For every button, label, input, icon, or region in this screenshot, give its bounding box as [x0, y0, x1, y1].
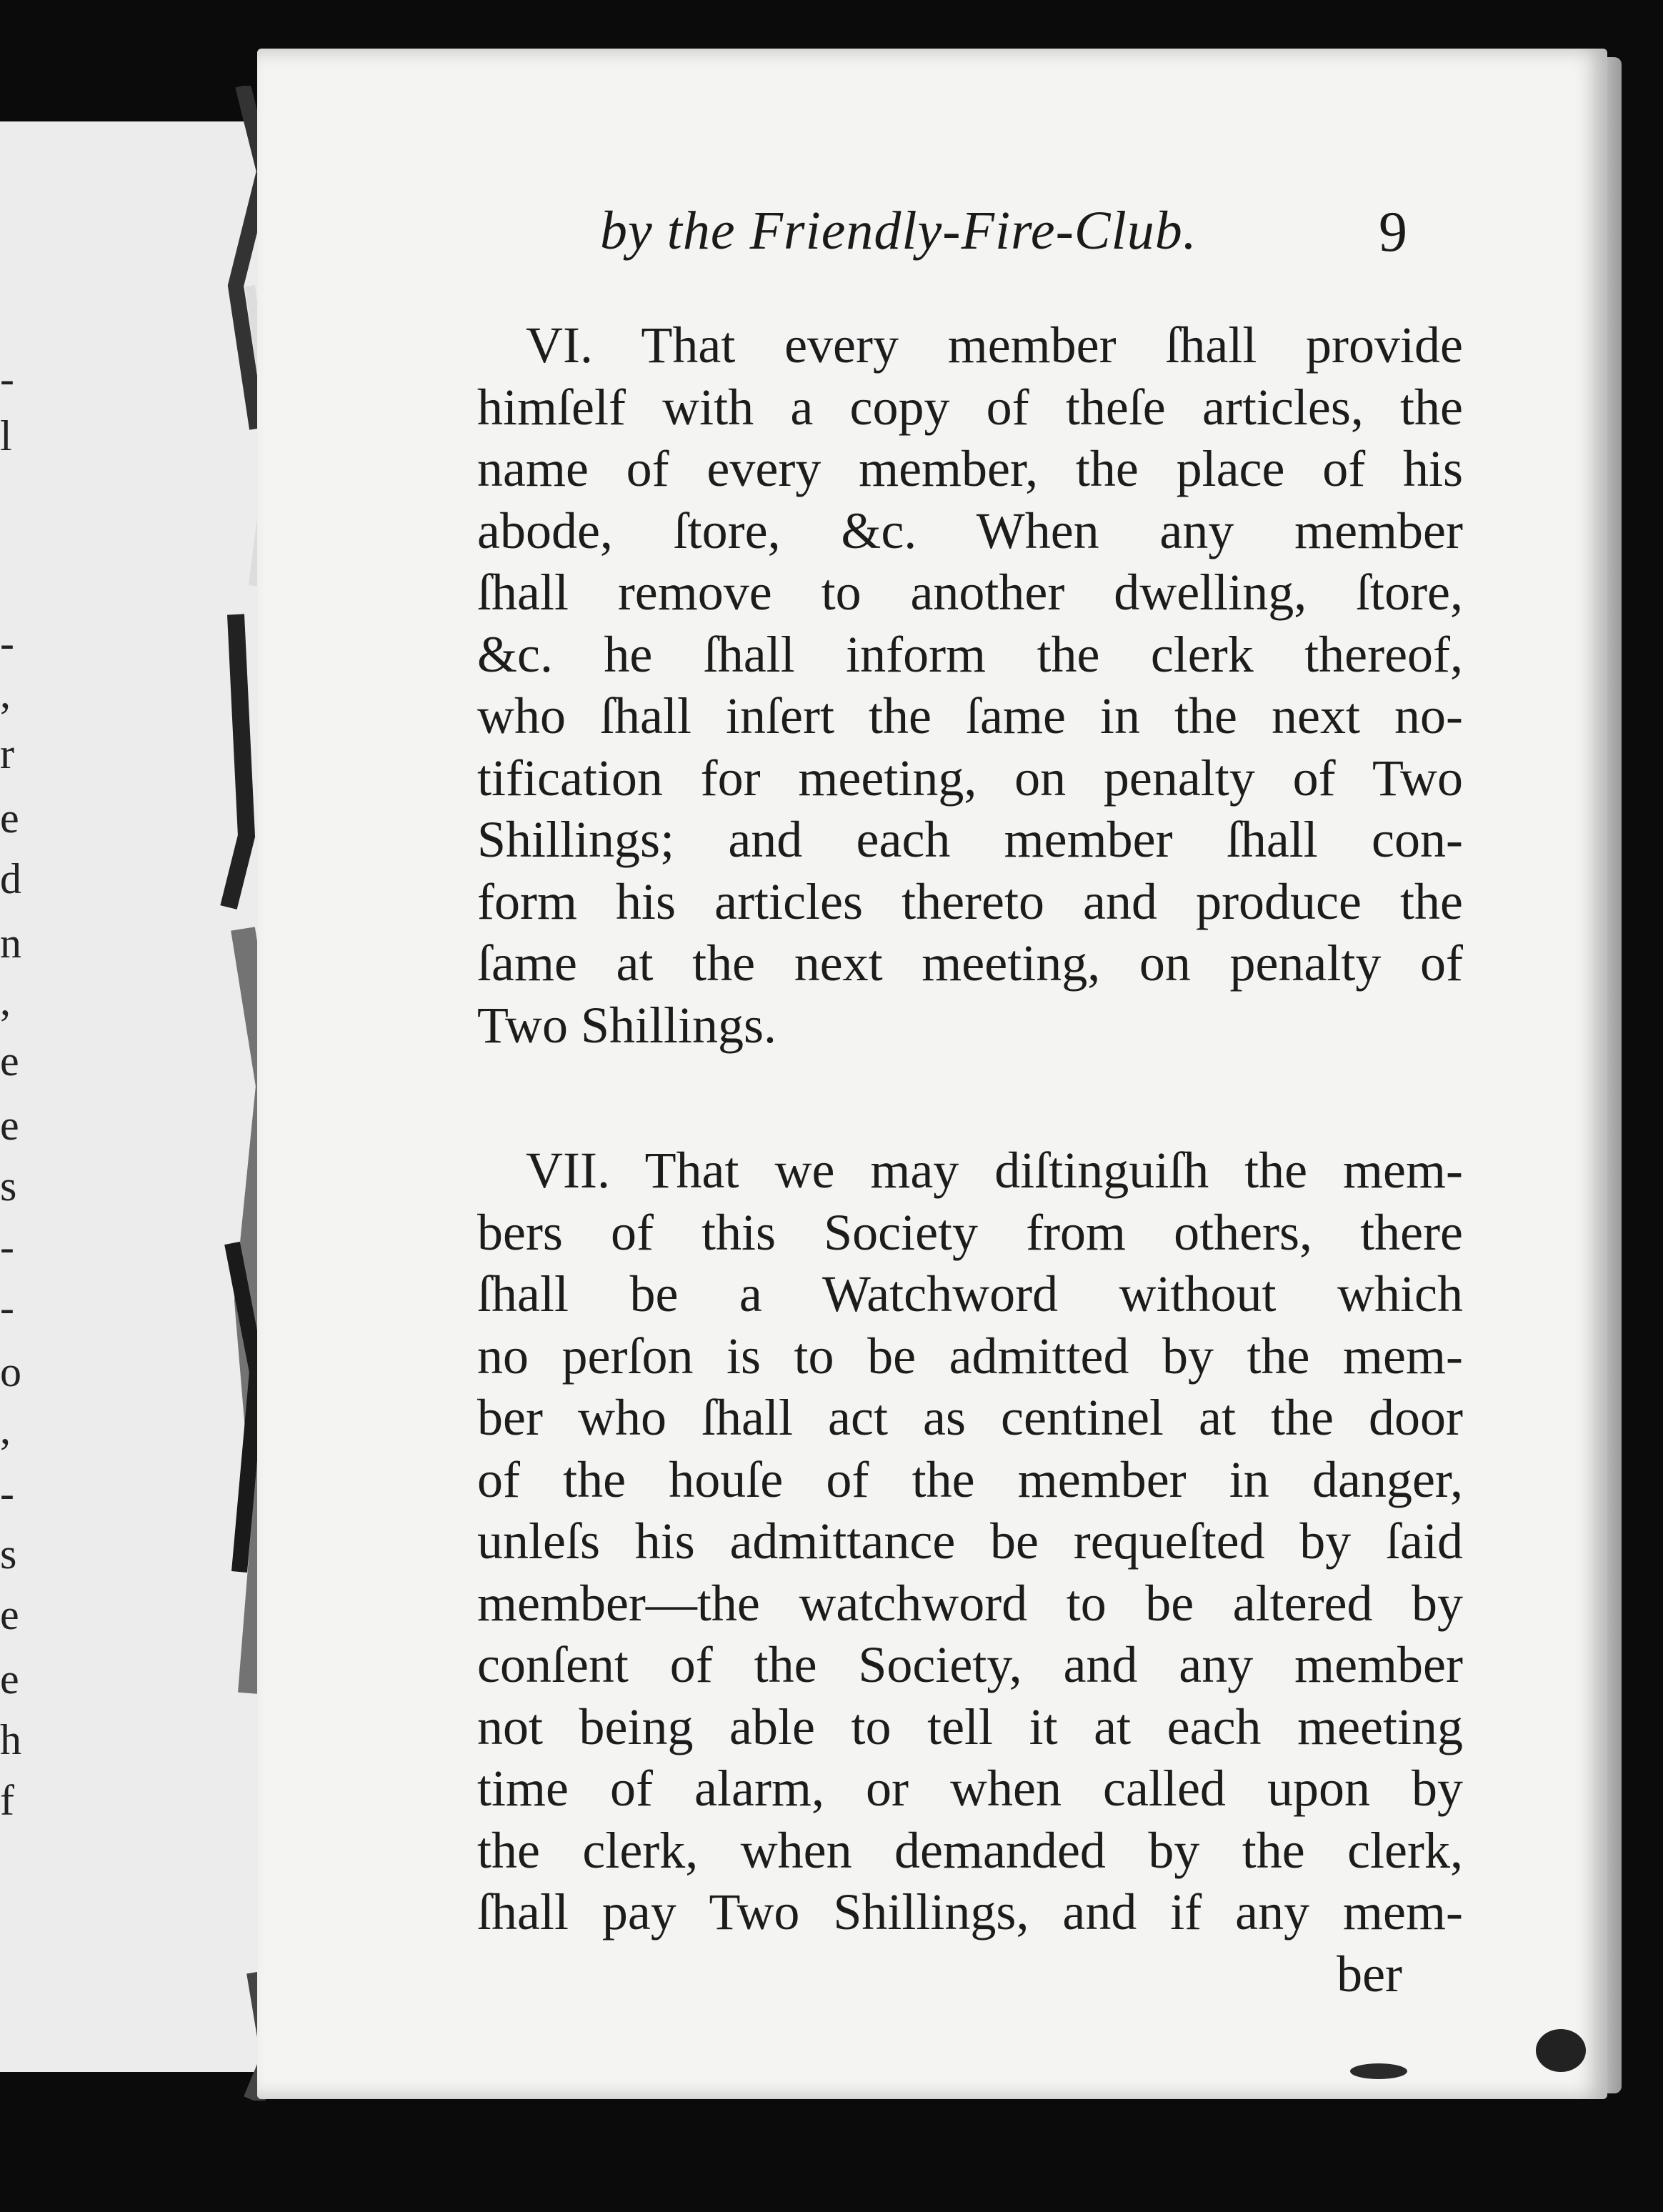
ink-smudge [1350, 2063, 1407, 2079]
running-title: by the Friendly-Fire-Club. [600, 201, 1197, 261]
text-line: Two Shillings. [477, 996, 777, 1054]
text-line: unleſs his admittance be requeſted by ſaid [477, 1513, 1463, 1570]
left-page-fragment: , [0, 1405, 11, 1453]
text-line: of the houſe of the member in danger, [477, 1450, 1463, 1508]
text-line: the clerk, when demanded by the clerk, [477, 1821, 1463, 1879]
left-page-fragment: h [0, 1716, 21, 1763]
text-line: bers of this Society from others, there [477, 1203, 1463, 1261]
left-page-fragment: d [0, 855, 21, 902]
text-line: form his articles thereto and produce the [477, 872, 1463, 930]
text-line: ſame at the next meeting, on penalty of [477, 935, 1463, 992]
left-page-fragment: e [0, 1037, 19, 1085]
left-page-fragment: f [0, 1777, 14, 1824]
text-line: &c. he ſhall inform the clerk thereof, [477, 625, 1463, 683]
left-page-fragment: l [0, 412, 12, 459]
article-vi [477, 314, 1463, 1056]
left-page-fragment: s [0, 1162, 17, 1210]
left-page-fragment: , [0, 669, 11, 717]
left-page-fragment: r [0, 730, 14, 777]
text-line: who ſhall inſert the ſame in the next no- [477, 687, 1463, 744]
body-text [477, 314, 1463, 2005]
left-page-fragment: o [0, 1348, 21, 1395]
text-line: ſhall pay Two Shillings, and if any mem- [477, 1883, 1463, 1941]
text-line: Shillings; and each member ſhall con- [477, 811, 1463, 868]
text-line: himſelf with a copy of theſe articles, the [477, 378, 1463, 436]
left-page-fragment: e [0, 1591, 19, 1638]
left-page-fragment: - [0, 1223, 14, 1270]
left-page-fragment: - [0, 355, 14, 402]
left-page-fragment: - [0, 619, 14, 667]
text-line: member—the watchword to be altered by [477, 1574, 1463, 1632]
text-line: abode, ſtore, &c. When any member [477, 502, 1463, 559]
left-page-fragment: s [0, 1530, 17, 1578]
left-page-fragment: e [0, 794, 19, 842]
left-page-fragment: e [0, 1102, 19, 1149]
text-line: ſhall be a Watchword without which [477, 1265, 1463, 1322]
text-line: name of every member, the place of his [477, 440, 1463, 497]
left-page-fragment: - [0, 1470, 14, 1517]
page-number: 9 [1379, 201, 1407, 264]
catchword: ber [1337, 1945, 1402, 2003]
text-line: no perſon is to be admitted by the mem- [477, 1327, 1463, 1385]
left-page-fragment: n [0, 920, 21, 967]
text-line: conſent of the Society, and any member [477, 1636, 1463, 1693]
left-page-fragment: , [0, 977, 11, 1024]
text-line: time of alarm, or when called upon by [477, 1760, 1463, 1817]
text-line: VI. That every member ſhall provide [526, 317, 1463, 374]
left-page-fragment: e [0, 1655, 19, 1703]
page-header [600, 200, 1407, 286]
text-line: ſhall remove to another dwelling, ſtore, [477, 564, 1463, 621]
text-line: not being able to tell it at each meeting [477, 1698, 1463, 1755]
left-page-fragment: - [0, 1284, 14, 1331]
text-line: tification for meeting, on penalty of Two [477, 749, 1463, 807]
text-line: VII. That we may diſtinguiſh the mem- [526, 1142, 1463, 1199]
article-vii [477, 1140, 1463, 1943]
text-line: ber who ſhall act as centinel at the door [477, 1389, 1463, 1446]
ink-smudge [1536, 2029, 1586, 2072]
